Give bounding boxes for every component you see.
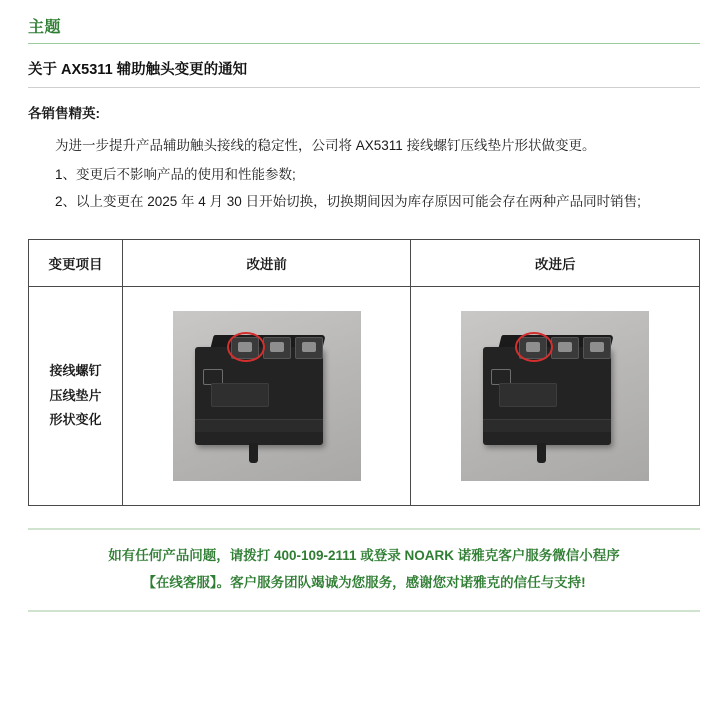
page-title: 关于 AX5311 辅助触头变更的通知: [28, 62, 248, 78]
footer-line-1: 如有任何产品问题，请拨打 400-109-2111 或登录 NOARK 诺雅克客户服务微信小程序: [108, 548, 620, 563]
comparison-table: [28, 239, 700, 506]
terminal-2: [551, 337, 579, 359]
before-image-cell: [122, 287, 411, 506]
highlight-circle: [227, 332, 265, 362]
screw-icon: [558, 342, 572, 352]
terminal-2: [263, 337, 291, 359]
before-product-photo: [173, 311, 361, 481]
after-image-cell: [411, 287, 700, 506]
table-header-after: 改进后: [411, 240, 700, 287]
after-product-photo: [461, 311, 649, 481]
title-divider: [28, 87, 700, 88]
table-header-before: 改进前: [122, 240, 411, 287]
salutation: 各销售精英:: [28, 106, 100, 121]
screw-icon: [270, 342, 284, 352]
table-header-row: [29, 240, 700, 287]
paragraph-3: 2、以上变更在 2025 年 4 月 30 日开始切换，切换期间因为库存原因可能会存在两种产品同时销售;: [55, 194, 641, 209]
table-header-item: 变更项目: [29, 240, 123, 287]
section-divider: [28, 43, 700, 44]
paragraph-1: 为进一步提升产品辅助触头接线的稳定性，公司将 AX5311 接线螺钉压线垫片形状做变更。: [55, 138, 596, 153]
screw-icon: [302, 342, 316, 352]
device-pin: [249, 443, 258, 463]
device-slot: [499, 383, 557, 407]
device-lip: [195, 419, 323, 432]
row-label-line-1: 接线螺钉: [49, 362, 102, 378]
highlight-circle: [515, 332, 553, 362]
device-lip: [483, 419, 611, 432]
table-row: [29, 287, 700, 506]
paragraph-2: 1、变更后不影响产品的使用和性能参数;: [55, 167, 296, 182]
device-slot: [211, 383, 269, 407]
section-title: 主题: [28, 19, 62, 36]
device-pin: [537, 443, 546, 463]
row-label-line-3: 形状变化: [49, 412, 102, 428]
footer-line-2: 【在线客服】。客户服务团队竭诚为您服务，感谢您对诺雅克的信任与支持!: [142, 575, 586, 590]
row-label: [29, 287, 123, 506]
row-label-line-2: 压线垫片: [49, 387, 102, 403]
footer-contact-box: [28, 528, 700, 612]
terminal-3: [295, 337, 323, 359]
terminal-3: [583, 337, 611, 359]
screw-icon: [590, 342, 604, 352]
